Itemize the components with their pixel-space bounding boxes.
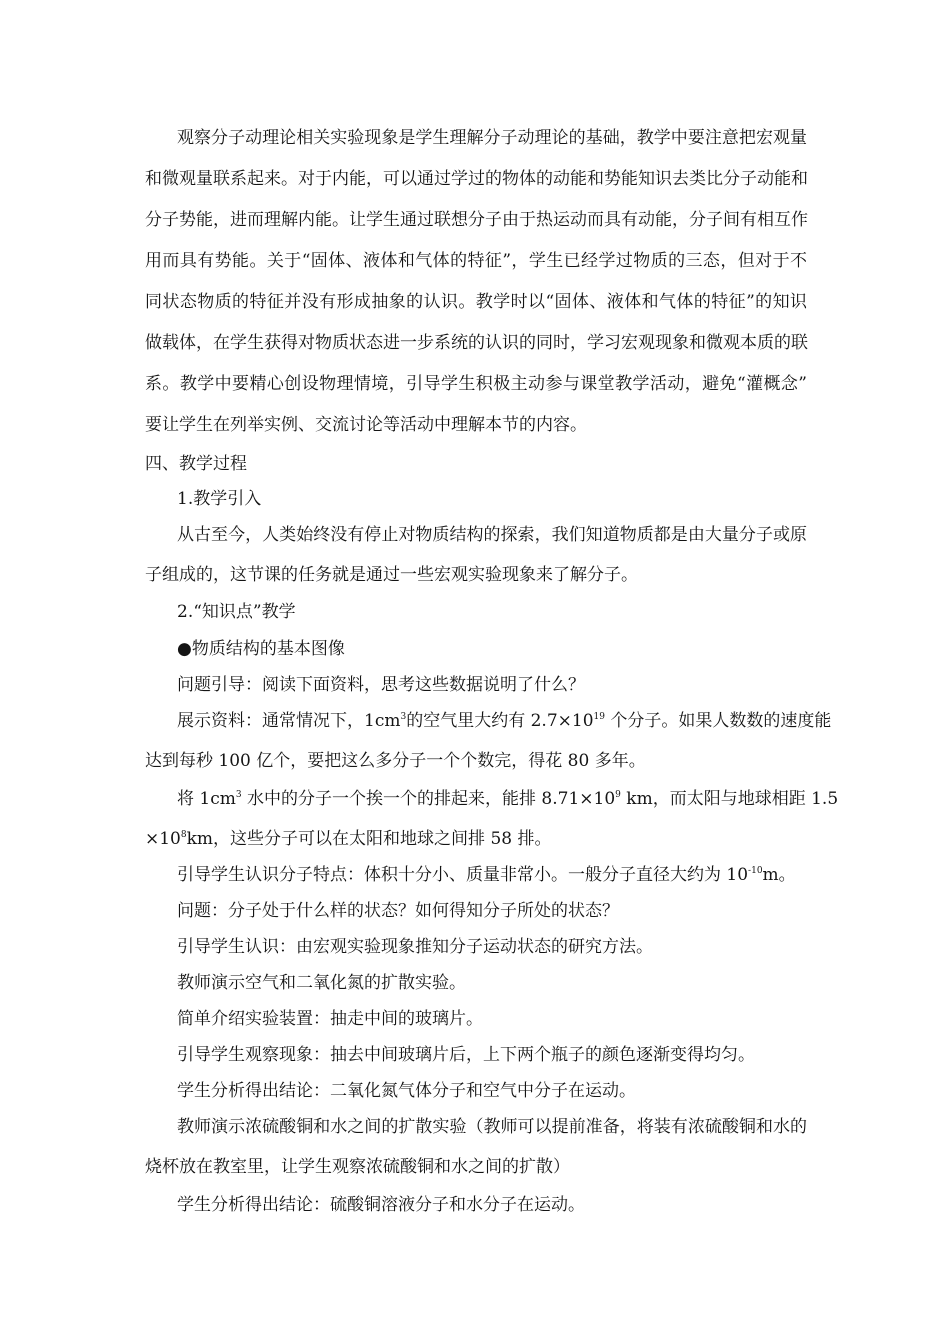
- demo2-line-1: 教师演示浓硫酸铜和水之间的扩散实验（教师可以提前准备，将装有浓硫酸铜和水的: [177, 1117, 807, 1137]
- bullet-heading: ●物质结构的基本图像: [177, 639, 345, 659]
- show-material-sup-a: 3: [400, 712, 407, 722]
- arrange-sup-a: 3: [235, 790, 242, 800]
- show-material-line-2: 达到每秒 100 亿个，要把这么多分子一个个数完，得花 80 多年。: [145, 751, 646, 771]
- feature-text-b: m。: [762, 865, 796, 885]
- arrange-text-l2b: km，这些分子可以在太阳和地球之间排 58 排。: [186, 829, 552, 849]
- sub1-heading: 1.教学引入: [177, 489, 262, 509]
- section-heading: 四、教学过程: [145, 454, 247, 474]
- intro-line-1: 观察分子动理论相关实验现象是学生理解分子动理论的基础，教学中要注意把宏观量: [177, 128, 807, 148]
- show-material-sup-b: 19: [593, 712, 605, 722]
- body-line-3: 教师演示空气和二氧化氮的扩散实验。: [177, 973, 466, 993]
- intro-line-3: 分子势能，进而理解内能。让学生通过联想分子由于热运动而具有动能，分子间有相互作: [145, 210, 808, 230]
- body-line-6: 学生分析得出结论：二氧化氮气体分子和空气中分子在运动。: [177, 1081, 636, 1101]
- intro-line-7: 系。教学中要精心创设物理情境，引导学生积极主动参与课堂教学活动，避免“灌概念”: [145, 374, 807, 394]
- show-material-text-c: 个分子。如果人数数的速度能: [604, 711, 832, 731]
- intro-line-4: 用而具有势能。关于“固体、液体和气体的特征”，学生已经学过物质的三态，但对于不: [145, 251, 807, 271]
- arrange-text-c: km，而太阳与地球相距 1.5: [620, 789, 839, 809]
- arrange-text-b: 水中的分子一个挨一个的排起来，能排 8.71×10: [241, 789, 616, 809]
- arrange-text-a: 将 1cm: [177, 789, 236, 809]
- show-material-text-a: 展示资料：通常情况下，1cm: [177, 711, 401, 731]
- feature-line: [177, 864, 796, 886]
- intro-line-2: 和微观量联系起来。对于内能，可以通过学过的物体的动能和势能知识去类比分子动能和: [145, 169, 808, 189]
- arrange-sup-l2: 8: [180, 830, 187, 840]
- arrange-line-1: [177, 788, 839, 810]
- demo2-line-2: 烧杯放在教室里，让学生观察浓硫酸铜和水之间的扩散）: [145, 1157, 570, 1177]
- sub2-heading: 2.“知识点”教学: [177, 602, 296, 622]
- intro-line-5: 同状态物质的特征并没有形成抽象的认识。教学时以“固体、液体和气体的特征”的知识: [145, 292, 807, 312]
- body-line-1: 问题：分子处于什么样的状态？如何得知分子所处的状态？: [177, 901, 619, 921]
- arrange-text-l2a: ×10: [145, 829, 181, 849]
- show-material-text-b: 的空气里大约有 2.7×10: [406, 711, 594, 731]
- body-line-4: 简单介绍实验装置：抽走中间的玻璃片。: [177, 1009, 483, 1029]
- feature-text-a: 引导学生认识分子特点：体积十分小、质量非常小。一般分子直径大约为 10: [177, 865, 749, 885]
- intro-line-6: 做载体，在学生获得对物质状态进一步系统的认识的同时，学习宏观现象和微观本质的联: [145, 333, 808, 353]
- body-line-2: 引导学生认识：由宏观实验现象推知分子运动状态的研究方法。: [177, 937, 653, 957]
- feature-sup: -10: [748, 866, 763, 876]
- arrange-sup-b: 9: [615, 790, 621, 800]
- arrange-line-2: [145, 828, 552, 850]
- sub1-line-2: 子组成的，这节课的任务就是通过一些宏观实验现象来了解分子。: [145, 565, 638, 585]
- question-guide: 问题引导：阅读下面资料，思考这些数据说明了什么？: [177, 675, 585, 695]
- conclusion-2: 学生分析得出结论：硫酸铜溶液分子和水分子在运动。: [177, 1195, 585, 1215]
- intro-line-8: 要让学生在列举实例、交流讨论等活动中理解本节的内容。: [145, 415, 587, 435]
- show-material-line-1: [177, 710, 832, 732]
- sub1-line-1: 从古至今，人类始终没有停止对物质结构的探索，我们知道物质都是由大量分子或原: [177, 525, 807, 545]
- body-line-5: 引导学生观察现象：抽去中间玻璃片后，上下两个瓶子的颜色逐渐变得均匀。: [177, 1045, 755, 1065]
